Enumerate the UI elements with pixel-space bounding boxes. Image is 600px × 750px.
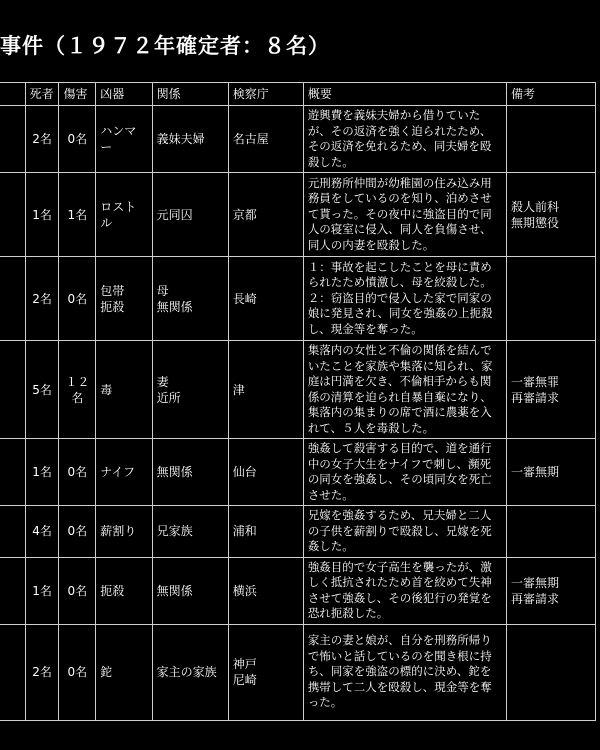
remarks-cell bbox=[507, 257, 596, 341]
relation-cell: 無関係 bbox=[152, 439, 228, 506]
weapon-cell: ナイフ bbox=[96, 439, 152, 506]
row-cell-blank bbox=[0, 173, 25, 257]
summary-cell: 集落内の女性と不倫の関係を結んでいたことを家族や集落に知られ、家庭は円満を欠き、不倫相手からも関係の清算を迫られ自暴自棄になり、集落内の集まりの席で酒に農薬を入れて、５人を毒殺した。 bbox=[303, 341, 506, 439]
office-cell: 京都 bbox=[228, 173, 303, 257]
summary-cell: 強姦目的で女子高生を襲ったが、激しく抵抗されたため首を絞めて失神させて強姦し、その後犯行の発覚を恐れ扼殺した。 bbox=[303, 557, 506, 624]
weapon-cell: 鉈 bbox=[96, 624, 152, 720]
summary-cell: 強姦して殺害する目的で、道を通行中の女子大生をナイフで刺し、瀕死の同女を強姦し、その頃同女を死亡させた。 bbox=[303, 439, 506, 506]
summary-cell: １：事故を起こしたことを母に責められたため憤激し、母を絞殺した。 ２：窃盗目的で侵入した家で同家の娘に発見され、同女を強姦の上扼殺し、現金等を奪った。 bbox=[303, 257, 506, 341]
relation-cell: 無関係 bbox=[152, 557, 228, 624]
office-cell: 長崎 bbox=[228, 257, 303, 341]
summary-cell: 元刑務所仲間が幼稚園の住み込み用務員をしているのを知り、泊めさせて貰った。その夜中に強盗目的で同人の寝室に侵入、同人を負傷させ、同人の内妻を殴殺した。 bbox=[303, 173, 506, 257]
row-cell-blank bbox=[0, 257, 25, 341]
weapon-cell: ロストル bbox=[96, 173, 152, 257]
injured-cell: 0名 bbox=[59, 106, 96, 173]
injured-cell: 0名 bbox=[59, 257, 96, 341]
header-injured: 傷害 bbox=[59, 83, 96, 106]
deaths-cell: 2名 bbox=[25, 106, 59, 173]
injured-cell: 0名 bbox=[59, 439, 96, 506]
case-table bbox=[0, 82, 596, 721]
deaths-cell: 2名 bbox=[25, 624, 59, 720]
injured-cell: 0名 bbox=[59, 557, 96, 624]
table-row bbox=[0, 106, 596, 173]
relation-cell: 兄家族 bbox=[152, 506, 228, 558]
table-row bbox=[0, 506, 596, 558]
relation-cell: 母 無関係 bbox=[152, 257, 228, 341]
weapon-cell: 薪割り bbox=[96, 506, 152, 558]
page-title: 事件（１９７２年確定者：８名） bbox=[0, 34, 330, 58]
table-row bbox=[0, 341, 596, 439]
row-cell-blank bbox=[0, 106, 25, 173]
weapon-cell: 扼殺 bbox=[96, 557, 152, 624]
injured-cell: １２名 bbox=[59, 341, 96, 439]
office-cell: 神戸 尼崎 bbox=[228, 624, 303, 720]
header-deaths: 死者 bbox=[25, 83, 59, 106]
deaths-cell: 5名 bbox=[25, 341, 59, 439]
relation-cell: 義妹夫婦 bbox=[152, 106, 228, 173]
office-cell: 浦和 bbox=[228, 506, 303, 558]
table-row bbox=[0, 173, 596, 257]
weapon-cell: 毒 bbox=[96, 341, 152, 439]
injured-cell: 0名 bbox=[59, 624, 96, 720]
header-remarks: 備考 bbox=[507, 83, 596, 106]
remarks-cell: 一審無期 bbox=[507, 439, 596, 506]
relation-cell: 家主の家族 bbox=[152, 624, 228, 720]
row-cell-blank bbox=[0, 341, 25, 439]
office-cell: 津 bbox=[228, 341, 303, 439]
remarks-cell bbox=[507, 624, 596, 720]
remarks-cell: 一審無罪 再審請求 bbox=[507, 341, 596, 439]
row-cell-blank bbox=[0, 624, 25, 720]
summary-cell: 家主の妻と娘が、自分を刑務所帰りで怖いと話しているのを聞き根に持ち、同家を強盗の標的に決め、鉈を携帯して二人を殴殺し、現金等を奪った。 bbox=[303, 624, 506, 720]
remarks-cell bbox=[507, 506, 596, 558]
injured-cell: 1名 bbox=[59, 173, 96, 257]
deaths-cell: 1名 bbox=[25, 173, 59, 257]
header-office: 検察庁 bbox=[228, 83, 303, 106]
deaths-cell: 4名 bbox=[25, 506, 59, 558]
summary-cell: 遊興費を義妹夫婦から借りていたが、その返済を強く迫られたため、その返済を免れるため、同夫婦を殴殺した。 bbox=[303, 106, 506, 173]
header-summary: 概要 bbox=[303, 83, 506, 106]
relation-cell: 妻 近所 bbox=[152, 341, 228, 439]
office-cell: 仙台 bbox=[228, 439, 303, 506]
remarks-cell bbox=[507, 106, 596, 173]
row-cell-blank bbox=[0, 557, 25, 624]
weapon-cell: 包帯 扼殺 bbox=[96, 257, 152, 341]
remarks-cell: 殺人前科 無期懲役 bbox=[507, 173, 596, 257]
deaths-cell: 2名 bbox=[25, 257, 59, 341]
table-row bbox=[0, 439, 596, 506]
table-row bbox=[0, 557, 596, 624]
row-cell-blank bbox=[0, 439, 25, 506]
header-blank bbox=[0, 83, 25, 106]
summary-cell: 兄嫁を強姦するため、兄夫婦と二人の子供を薪割りで殴殺し、兄嫁を死姦した。 bbox=[303, 506, 506, 558]
table-header-row bbox=[0, 83, 596, 106]
deaths-cell: 1名 bbox=[25, 557, 59, 624]
row-cell-blank bbox=[0, 506, 25, 558]
remarks-cell: 一審無期 再審請求 bbox=[507, 557, 596, 624]
office-cell: 名古屋 bbox=[228, 106, 303, 173]
table-row bbox=[0, 624, 596, 720]
injured-cell: 0名 bbox=[59, 506, 96, 558]
deaths-cell: 1名 bbox=[25, 439, 59, 506]
relation-cell: 元同囚 bbox=[152, 173, 228, 257]
table-row bbox=[0, 257, 596, 341]
header-weapon: 凶器 bbox=[96, 83, 152, 106]
header-relation: 関係 bbox=[152, 83, 228, 106]
office-cell: 横浜 bbox=[228, 557, 303, 624]
weapon-cell: ハンマー bbox=[96, 106, 152, 173]
